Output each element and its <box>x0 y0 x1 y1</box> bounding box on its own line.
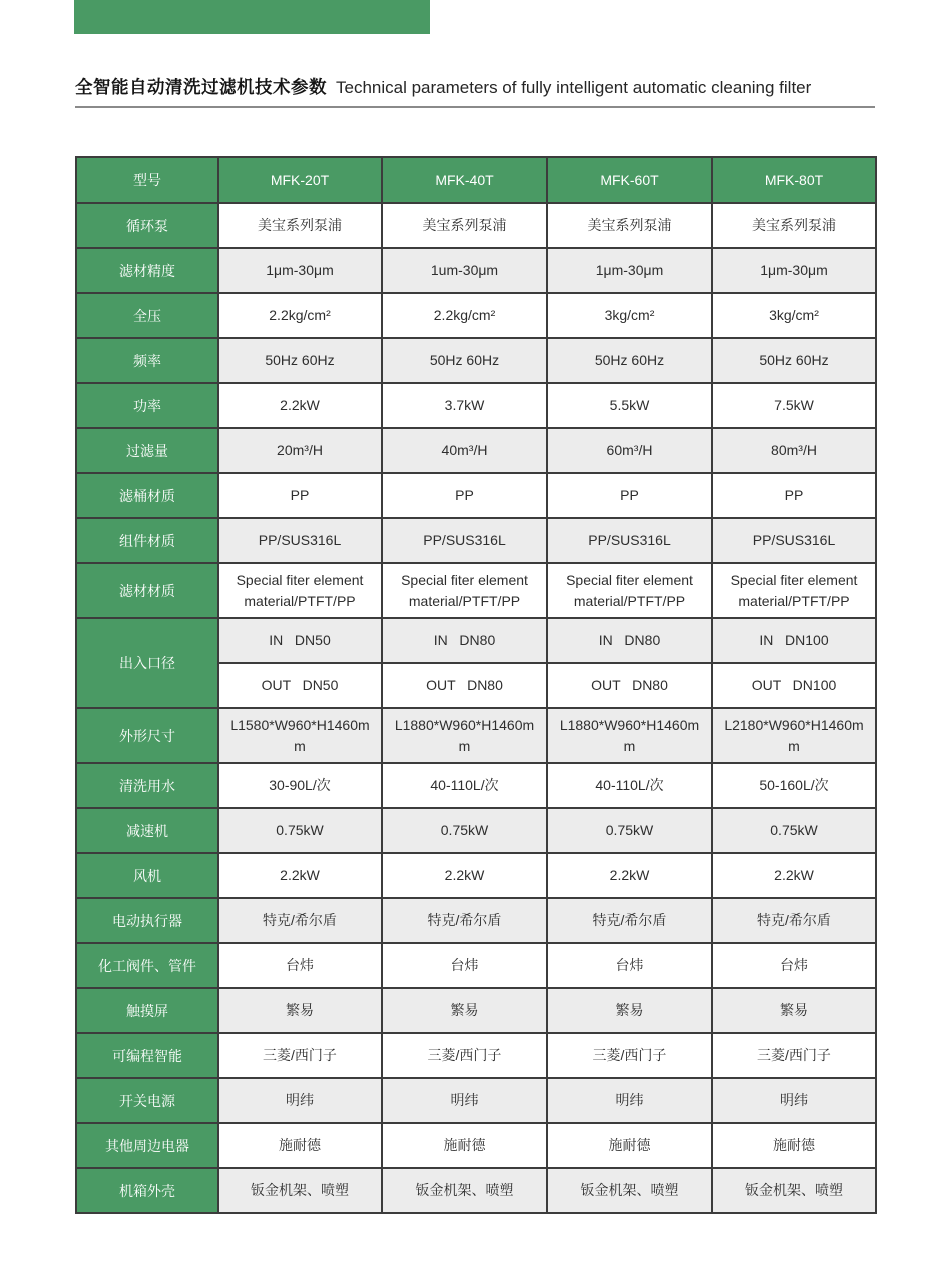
spec-value-cell: PP/SUS316L <box>547 518 712 563</box>
spec-value-cell: 2.2kg/cm² <box>382 293 547 338</box>
spec-value-cell: PP/SUS316L <box>712 518 876 563</box>
spec-value-cell: 1μm-30μm <box>218 248 382 293</box>
table-row <box>76 763 876 808</box>
table-row <box>76 338 876 383</box>
spec-value-cell: IN DN80 <box>547 618 712 663</box>
row-label: 电动执行器 <box>76 898 218 943</box>
spec-value-cell: 40m³/H <box>382 428 547 473</box>
spec-value-cell: 台炜 <box>382 943 547 988</box>
spec-value-cell: Special fiter element material/PTFT/PP <box>382 563 547 618</box>
header-green-bar <box>74 0 430 34</box>
spec-value-cell: OUT DN80 <box>547 663 712 708</box>
spec-value-cell: 美宝系列泵浦 <box>218 203 382 248</box>
spec-value-cell: 台炜 <box>218 943 382 988</box>
spec-value-cell: 明纬 <box>382 1078 547 1123</box>
spec-value-cell: 繁易 <box>547 988 712 1033</box>
table-row <box>76 853 876 898</box>
spec-value-cell: 2.2kW <box>712 853 876 898</box>
table-row <box>76 203 876 248</box>
spec-value-cell: 3kg/cm² <box>712 293 876 338</box>
spec-value-cell: 7.5kW <box>712 383 876 428</box>
spec-value-cell: 钣金机架、喷塑 <box>712 1168 876 1213</box>
spec-value-cell: 美宝系列泵浦 <box>547 203 712 248</box>
spec-value-cell: 美宝系列泵浦 <box>382 203 547 248</box>
spec-value-cell: 特克/希尔盾 <box>547 898 712 943</box>
table-row <box>76 898 876 943</box>
spec-value-cell: 繁易 <box>712 988 876 1033</box>
spec-value-cell: 钣金机架、喷塑 <box>218 1168 382 1213</box>
spec-value-cell: 50Hz 60Hz <box>218 338 382 383</box>
spec-value-cell: PP/SUS316L <box>218 518 382 563</box>
row-label: 外形尺寸 <box>76 708 218 763</box>
spec-value-cell: 0.75kW <box>712 808 876 853</box>
spec-value-cell: 20m³/H <box>218 428 382 473</box>
row-label: 组件材质 <box>76 518 218 563</box>
spec-value-cell: 台炜 <box>547 943 712 988</box>
spec-value-cell: 0.75kW <box>218 808 382 853</box>
row-label: 滤桶材质 <box>76 473 218 518</box>
spec-value-cell: 0.75kW <box>382 808 547 853</box>
row-label: 出入口径 <box>76 618 218 708</box>
table-row <box>76 1123 876 1168</box>
spec-value-cell: 1μm-30μm <box>712 248 876 293</box>
model-header-label: 型号 <box>76 157 218 203</box>
spec-value-cell: 特克/希尔盾 <box>218 898 382 943</box>
spec-value-cell: 2.2kW <box>218 853 382 898</box>
spec-value-cell: Special fiter element material/PTFT/PP <box>712 563 876 618</box>
spec-table-body <box>76 203 876 1213</box>
spec-value-cell: 繁易 <box>382 988 547 1033</box>
table-row <box>76 618 876 663</box>
page-title <box>75 74 875 99</box>
table-row <box>76 428 876 473</box>
row-label: 清洗用水 <box>76 763 218 808</box>
spec-value-cell: 1μm-30μm <box>547 248 712 293</box>
row-label: 循环泵 <box>76 203 218 248</box>
spec-value-cell: 3kg/cm² <box>547 293 712 338</box>
row-label: 机箱外壳 <box>76 1168 218 1213</box>
spec-value-cell: 施耐德 <box>712 1123 876 1168</box>
spec-value-cell: 2.2kW <box>382 853 547 898</box>
model-name: MFK-60T <box>547 157 712 203</box>
row-label: 功率 <box>76 383 218 428</box>
row-label: 开关电源 <box>76 1078 218 1123</box>
spec-value-cell: OUT DN80 <box>382 663 547 708</box>
page-title-zh: 全智能自动清洗过滤机技术参数 <box>75 77 327 97</box>
spec-value-cell: IN DN80 <box>382 618 547 663</box>
spec-value-cell: PP <box>218 473 382 518</box>
spec-value-cell: 50Hz 60Hz <box>382 338 547 383</box>
row-label: 过滤量 <box>76 428 218 473</box>
row-label: 可编程智能 <box>76 1033 218 1078</box>
spec-value-cell: 5.5kW <box>547 383 712 428</box>
spec-value-cell: 美宝系列泵浦 <box>712 203 876 248</box>
spec-table-head <box>76 157 876 203</box>
spec-value-cell: IN DN100 <box>712 618 876 663</box>
spec-value-cell: 0.75kW <box>547 808 712 853</box>
spec-value-cell: Special fiter element material/PTFT/PP <box>218 563 382 618</box>
spec-value-cell: 50Hz 60Hz <box>712 338 876 383</box>
row-label: 滤材精度 <box>76 248 218 293</box>
spec-value-cell: 50Hz 60Hz <box>547 338 712 383</box>
spec-value-cell: 明纬 <box>712 1078 876 1123</box>
spec-value-cell: L1580*W960*H1460mm <box>218 708 382 763</box>
table-row <box>76 383 876 428</box>
spec-value-cell: PP/SUS316L <box>382 518 547 563</box>
spec-value-cell: 三菱/西门子 <box>547 1033 712 1078</box>
spec-value-cell: 50-160L/次 <box>712 763 876 808</box>
spec-value-cell: 40-110L/次 <box>547 763 712 808</box>
table-row <box>76 1033 876 1078</box>
spec-value-cell: 80m³/H <box>712 428 876 473</box>
spec-value-cell: 明纬 <box>218 1078 382 1123</box>
model-name: MFK-20T <box>218 157 382 203</box>
spec-value-cell: PP <box>382 473 547 518</box>
spec-value-cell: PP <box>712 473 876 518</box>
spec-value-cell: Special fiter element material/PTFT/PP <box>547 563 712 618</box>
spec-value-cell: 施耐德 <box>218 1123 382 1168</box>
title-divider <box>75 106 875 108</box>
spec-value-cell: 40-110L/次 <box>382 763 547 808</box>
spec-table <box>75 156 877 1214</box>
row-label: 频率 <box>76 338 218 383</box>
row-label: 化工阀件、管件 <box>76 943 218 988</box>
spec-value-cell: 1um-30μm <box>382 248 547 293</box>
row-label: 风机 <box>76 853 218 898</box>
model-header-row <box>76 157 876 203</box>
spec-value-cell: 三菱/西门子 <box>712 1033 876 1078</box>
row-label: 滤材材质 <box>76 563 218 618</box>
spec-value-cell: 台炜 <box>712 943 876 988</box>
model-name: MFK-80T <box>712 157 876 203</box>
spec-value-cell: 钣金机架、喷塑 <box>547 1168 712 1213</box>
table-row <box>76 563 876 618</box>
spec-value-cell: IN DN50 <box>218 618 382 663</box>
table-row <box>76 808 876 853</box>
table-row <box>76 988 876 1033</box>
spec-value-cell: 特克/希尔盾 <box>712 898 876 943</box>
spec-value-cell: 施耐德 <box>547 1123 712 1168</box>
spec-value-cell: 3.7kW <box>382 383 547 428</box>
row-label: 其他周边电器 <box>76 1123 218 1168</box>
spec-value-cell: L1880*W960*H1460mm <box>382 708 547 763</box>
spec-value-cell: 钣金机架、喷塑 <box>382 1168 547 1213</box>
row-label: 触摸屏 <box>76 988 218 1033</box>
spec-value-cell: 30-90L/次 <box>218 763 382 808</box>
table-row <box>76 943 876 988</box>
spec-value-cell: 三菱/西门子 <box>218 1033 382 1078</box>
table-row <box>76 518 876 563</box>
spec-value-cell: 60m³/H <box>547 428 712 473</box>
spec-value-cell: L1880*W960*H1460mm <box>547 708 712 763</box>
row-label: 全压 <box>76 293 218 338</box>
table-row <box>76 248 876 293</box>
row-label: 减速机 <box>76 808 218 853</box>
spec-value-cell: 三菱/西门子 <box>382 1033 547 1078</box>
spec-value-cell: 2.2kW <box>218 383 382 428</box>
spec-value-cell: OUT DN100 <box>712 663 876 708</box>
spec-value-cell: 2.2kW <box>547 853 712 898</box>
spec-value-cell: 施耐德 <box>382 1123 547 1168</box>
spec-value-cell: PP <box>547 473 712 518</box>
spec-value-cell: 特克/希尔盾 <box>382 898 547 943</box>
model-name: MFK-40T <box>382 157 547 203</box>
table-row <box>76 473 876 518</box>
spec-value-cell: L2180*W960*H1460mm <box>712 708 876 763</box>
spec-value-cell: 2.2kg/cm² <box>218 293 382 338</box>
table-row <box>76 1078 876 1123</box>
table-row <box>76 293 876 338</box>
table-row <box>76 708 876 763</box>
spec-value-cell: 明纬 <box>547 1078 712 1123</box>
spec-value-cell: 繁易 <box>218 988 382 1033</box>
spec-value-cell: OUT DN50 <box>218 663 382 708</box>
table-row <box>76 1168 876 1213</box>
page-title-en: Technical parameters of fully intelligent automatic cleaning filter <box>336 78 812 97</box>
